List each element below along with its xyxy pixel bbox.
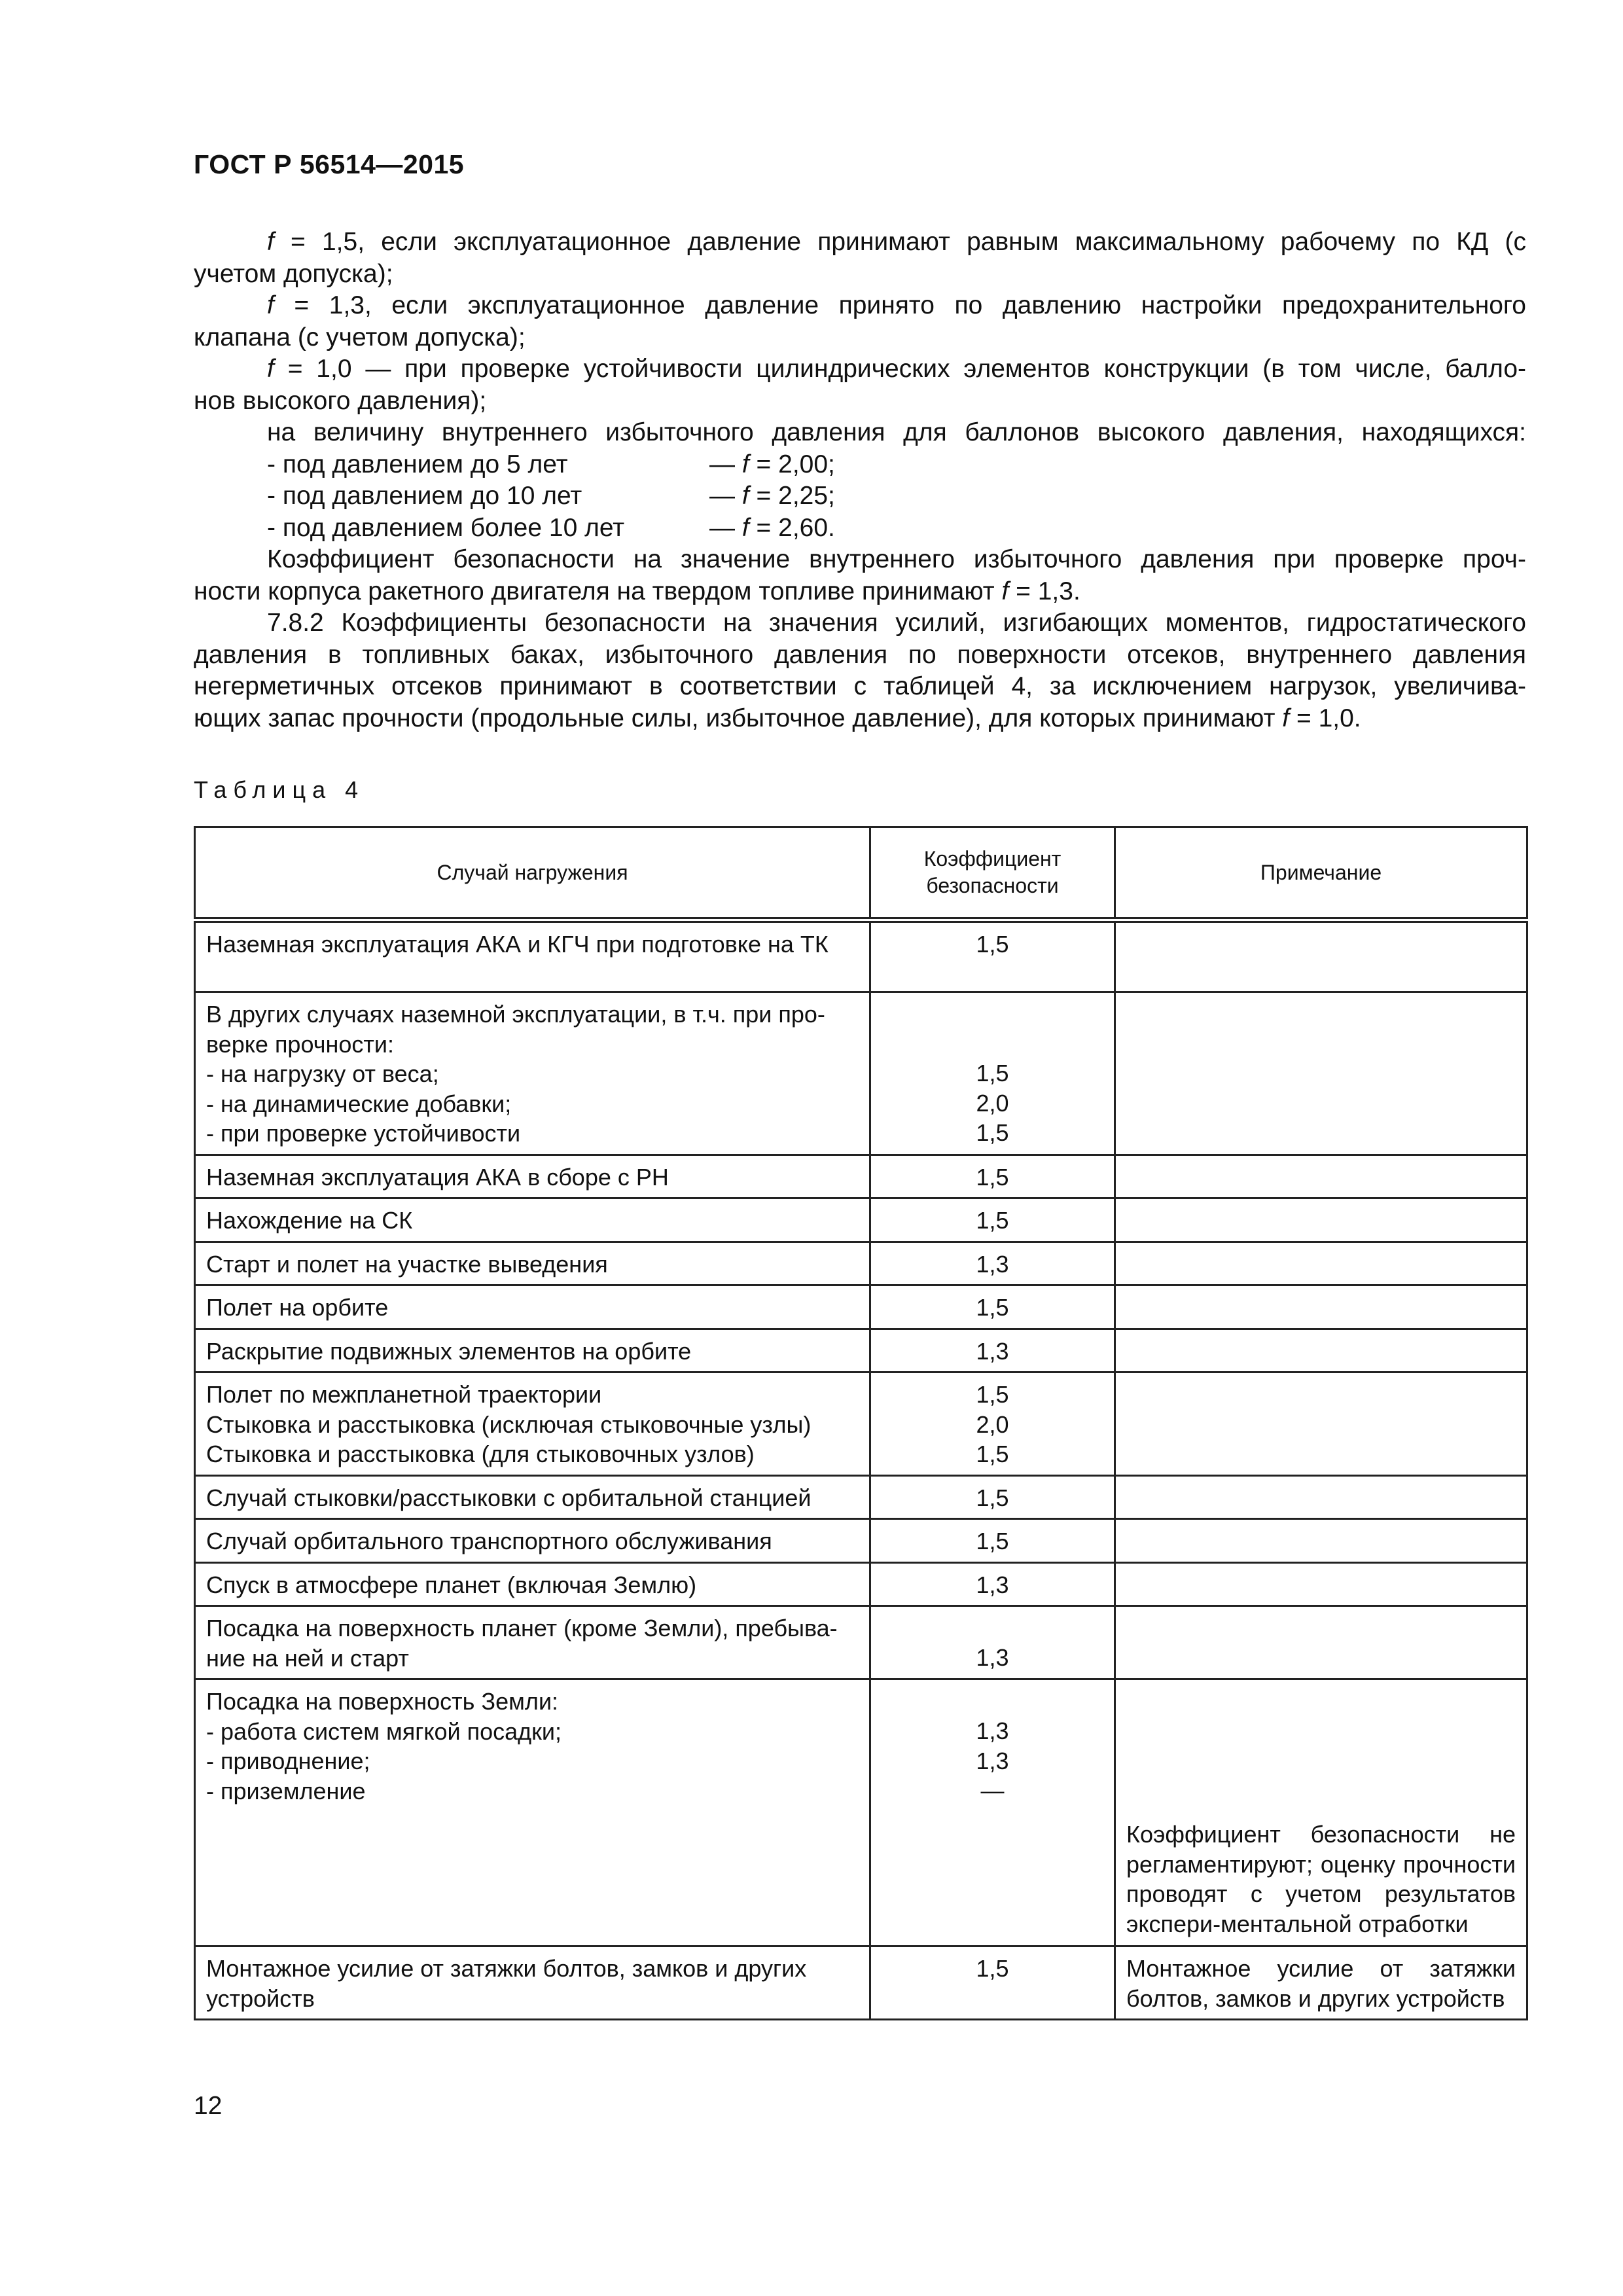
paragraph-5-line-1: Коэффициент безопасности на значение внутреннего избыточного давления при проверке проч- — [267, 545, 1526, 573]
table-row — [195, 1946, 1527, 2020]
cell-coefficient — [870, 1519, 1115, 1563]
paragraph-2-line-1: f = 1,3, если эксплуатационное давление принято по давлению настройки предохранительного — [267, 291, 1526, 319]
paragraph-3-line-2: нов высокого давления); — [194, 386, 487, 415]
cell-note — [1115, 1155, 1527, 1198]
cell-case — [195, 1946, 870, 2020]
coefficient-value: 1,5 — [976, 1163, 1009, 1191]
coefficient-value: 1,5 — [976, 1119, 1009, 1146]
cell-note — [1115, 1329, 1527, 1372]
case-text-line: Монтажное усилие от затяжки болтов, замков и других устройств — [206, 1955, 807, 2012]
coefficient-value: 1,5 — [976, 1294, 1009, 1321]
coefficient-value: 1,3 — [976, 1747, 1009, 1774]
case-text-line: Посадка на поверхность Земли: — [206, 1688, 559, 1715]
page-number: 12 — [194, 2092, 223, 2120]
list-item-3: - под давлением более 10 лет — f = 2,60. — [267, 513, 835, 542]
cell-case — [195, 1606, 870, 1679]
cell-note — [1115, 1679, 1527, 1946]
paragraph-6-line-3: негерметичных отсеков принимают в соответствии с таблицей 4, за исключением нагрузок, увеличива- — [194, 672, 1526, 700]
safety-factor-table — [194, 826, 1528, 2020]
coefficient-value: 2,0 — [976, 1410, 1009, 1438]
table-row — [195, 1198, 1527, 1242]
table-row — [195, 1372, 1527, 1476]
cell-coefficient — [870, 1155, 1115, 1198]
case-text-line: - на динамические добавки; — [206, 1090, 512, 1117]
coefficient-value: — — [980, 1777, 1005, 1804]
cell-coefficient — [870, 1329, 1115, 1372]
coefficient-spacer — [882, 1687, 1103, 1716]
case-text-line: Старт и полет на участке выведения — [206, 1250, 608, 1278]
cell-coefficient — [870, 1679, 1115, 1946]
cell-note — [1115, 1475, 1527, 1519]
table-row — [195, 1155, 1527, 1198]
table-row — [195, 1285, 1527, 1329]
cell-case — [195, 992, 870, 1155]
cell-case — [195, 1155, 870, 1198]
coefficient-spacer — [882, 999, 1103, 1029]
case-text-line: Случай орбитального транспортного обслуживания — [206, 1528, 772, 1554]
paragraph-6-line-4: ющих запас прочности (продольные силы, избыточное давление), для которых принимают f = 1,0. — [194, 704, 1361, 732]
paragraph-1-line-1: f = 1,5, если эксплуатационное давление принимают равным максимальному рабочему по КД (с — [267, 228, 1527, 256]
cell-note — [1115, 1946, 1527, 2020]
table-header-row — [195, 827, 1527, 920]
cell-coefficient — [870, 1475, 1115, 1519]
table-row — [195, 1242, 1527, 1285]
coefficient-value: 1,5 — [976, 1484, 1009, 1511]
body-text — [194, 226, 1526, 734]
cell-coefficient — [870, 1198, 1115, 1242]
cell-case — [195, 1519, 870, 1563]
case-text-line: Посадка на поверхность планет (кроме Земли), пребыва- — [206, 1615, 838, 1641]
coefficient-value: 1,5 — [976, 1060, 1009, 1086]
paragraph-1-line-2: учетом допуска); — [194, 259, 393, 288]
coefficient-value: 1,5 — [976, 1441, 1009, 1467]
coefficient-value: 2,0 — [976, 1089, 1009, 1117]
case-text-line: Наземная эксплуатация АКА и КГЧ при подготовке на ТК — [206, 931, 829, 958]
case-text-line: Полет на орбите — [206, 1294, 389, 1321]
coefficient-value: 1,5 — [976, 1528, 1009, 1554]
case-text-line: Наземная эксплуатация АКА в сборе с РН — [206, 1163, 669, 1191]
cell-coefficient — [870, 1285, 1115, 1329]
cell-case — [195, 1679, 870, 1946]
coefficient-value: 1,5 — [976, 1207, 1009, 1234]
cell-note — [1115, 992, 1527, 1155]
coefficient-value: 1,3 — [976, 1250, 1009, 1278]
list-item-1: - под давлением до 5 лет — f = 2,00; — [267, 450, 835, 478]
note-text: Монтажное усилие от затяжки болтов, замков и других устройств — [1126, 1955, 1516, 2012]
table-row — [195, 1329, 1527, 1372]
table-row — [195, 992, 1527, 1155]
case-text-line: В других случаях наземной эксплуатации, в т.ч. при про- — [206, 1001, 825, 1028]
table-row — [195, 1519, 1527, 1563]
coefficient-spacer — [882, 1029, 1103, 1058]
case-text-line: - приземление — [206, 1777, 366, 1804]
cell-case — [195, 1372, 870, 1476]
case-text-line: верке прочности: — [206, 1030, 394, 1058]
coefficient-value: 1,3 — [976, 1337, 1009, 1365]
cell-case — [195, 1475, 870, 1519]
cell-note — [1115, 1606, 1527, 1679]
table-row — [195, 1606, 1527, 1679]
note-text: Коэффициент безопасности не регламентируют; оценку прочности проводят с учетом результатов экспери-ментальной отработки — [1126, 1821, 1516, 1937]
case-text-line: Раскрытие подвижных элементов на орбите — [206, 1337, 692, 1365]
column-header-note: Примечание — [1115, 827, 1527, 920]
cell-case — [195, 1285, 870, 1329]
cell-coefficient — [870, 1562, 1115, 1606]
paragraph-5-line-2: ности корпуса ракетного двигателя на твердом топливе принимают f = 1,3. — [194, 577, 1080, 605]
cell-case — [195, 1562, 870, 1606]
case-text-line: - приводнение; — [206, 1748, 370, 1774]
coefficient-value: 1,3 — [976, 1644, 1009, 1671]
document-header: ГОСТ Р 56514—2015 — [194, 149, 465, 179]
note-spacer — [1126, 1715, 1516, 1820]
cell-coefficient — [870, 920, 1115, 992]
cell-note — [1115, 1519, 1527, 1563]
paragraph-6-line-2: давления в топливных баках, избыточного давления по поверхности отсеков, внутреннего давления — [194, 640, 1526, 669]
cell-note — [1115, 1562, 1527, 1606]
paragraph-6-line-1: 7.8.2 Коэффициенты безопасности на значения усилий, изгибающих моментов, гидростатического — [267, 609, 1526, 637]
cell-note — [1115, 1285, 1527, 1329]
cell-case — [195, 1329, 870, 1372]
cell-case — [195, 1198, 870, 1242]
cell-case — [195, 1242, 870, 1285]
case-text-line: Стыковка и расстыковка (для стыковочных узлов) — [206, 1441, 755, 1467]
f-symbol: f — [267, 291, 274, 319]
coefficient-spacer — [882, 1613, 1103, 1643]
case-text-line: ние на ней и старт — [206, 1644, 409, 1672]
cell-case — [195, 920, 870, 992]
cell-note — [1115, 1198, 1527, 1242]
table-row — [195, 920, 1527, 992]
cell-coefficient — [870, 1372, 1115, 1476]
cell-coefficient — [870, 1242, 1115, 1285]
case-text-line: Случай стыковки/расстыковки с орбитальной станцией — [206, 1484, 812, 1511]
case-text-line: Стыковка и расстыковка (исключая стыковочные узлы) — [206, 1410, 812, 1438]
case-text-line: - при проверке устойчивости — [206, 1120, 521, 1147]
cell-note — [1115, 1372, 1527, 1476]
coefficient-value: 1,3 — [976, 1571, 1009, 1598]
case-text-line: - на нагрузку от веса; — [206, 1060, 439, 1087]
paragraph-4: на величину внутреннего избыточного давления для баллонов высокого давления, находящихся: — [267, 418, 1526, 446]
paragraph-3-line-1: f = 1,0 — при проверке устойчивости цилиндрических элементов конструкции (в том числе, балло- — [267, 355, 1527, 383]
table-row — [195, 1562, 1527, 1606]
f-symbol: f — [267, 228, 274, 256]
table-caption: Таблица 4 — [194, 776, 365, 803]
table-body — [195, 920, 1527, 2020]
case-text-line: - работа систем мягкой посадки; — [206, 1717, 562, 1745]
cell-coefficient — [870, 1946, 1115, 2020]
coefficient-value: 1,5 — [976, 1955, 1009, 1982]
cell-note — [1115, 1242, 1527, 1285]
case-text-line: Нахождение на СК — [206, 1207, 413, 1234]
table-row — [195, 1475, 1527, 1519]
column-header-coefficient: Коэффициент безопасности — [870, 827, 1115, 920]
cell-coefficient — [870, 1606, 1115, 1679]
paragraph-2-line-2: клапана (с учетом допуска); — [194, 323, 526, 351]
list-item-2: - под давлением до 10 лет — f = 2,25; — [267, 482, 835, 510]
cell-note — [1115, 920, 1527, 992]
column-header-case: Случай нагружения — [195, 827, 870, 920]
coefficient-value: 1,5 — [976, 931, 1009, 958]
case-text-line: Спуск в атмосфере планет (включая Землю) — [206, 1571, 697, 1598]
cell-coefficient — [870, 992, 1115, 1155]
coefficient-value: 1,5 — [976, 1381, 1009, 1408]
f-symbol: f — [267, 355, 274, 383]
table-row — [195, 1679, 1527, 1946]
case-text-line: Полет по межпланетной траектории — [206, 1381, 602, 1408]
coefficient-value: 1,3 — [976, 1717, 1009, 1744]
